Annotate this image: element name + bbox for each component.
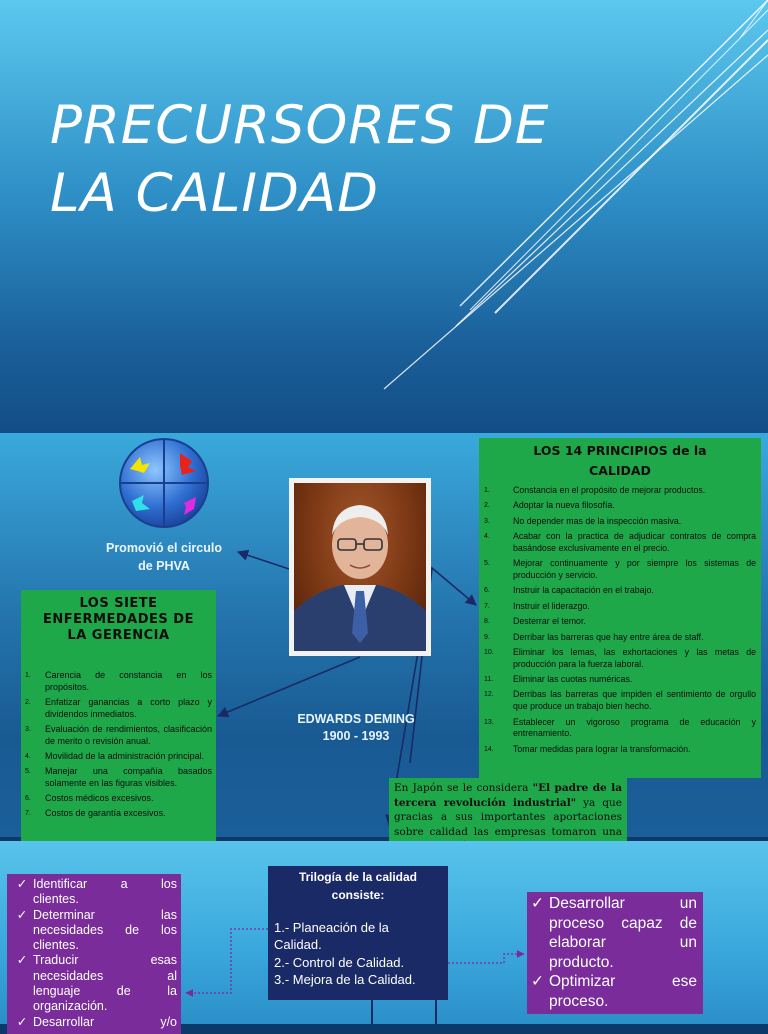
item-text: proceso. xyxy=(549,992,609,1010)
principios-title xyxy=(479,438,761,481)
list-item xyxy=(479,485,756,497)
slide-title xyxy=(50,92,610,228)
phva-caption xyxy=(80,539,248,575)
trilogia-title-line-2: consiste: xyxy=(331,888,385,902)
check-icon xyxy=(531,992,549,1012)
deming-slide xyxy=(0,433,768,837)
item-text: Derribas las barreras que impiden el sentimiento de orgullo que produce un trabajo bien hecho. xyxy=(513,689,756,712)
item-text: producto. xyxy=(549,953,614,971)
portrait-figure xyxy=(294,483,426,651)
list-item xyxy=(479,531,756,554)
list-item xyxy=(21,751,212,763)
item-text: Constancia en el propósito de mejorar productos. xyxy=(513,485,706,495)
item-text: clientes. xyxy=(33,892,79,907)
item-number: 9. xyxy=(484,633,490,641)
check-icon xyxy=(531,933,549,953)
trilogia-item: 2.- Control de Calidad. xyxy=(274,954,405,970)
list-item xyxy=(21,808,212,820)
list-item xyxy=(479,516,756,528)
check-icon xyxy=(11,984,33,999)
item-number: 11. xyxy=(484,676,494,684)
check-icon xyxy=(11,892,33,907)
list-item xyxy=(479,744,756,756)
item-number: 6. xyxy=(25,794,31,802)
list-item xyxy=(531,953,697,973)
check-icon xyxy=(11,938,33,953)
trilogia-title-line-1: Trilogía de la calidad xyxy=(298,870,418,884)
list-item xyxy=(21,670,212,693)
list-item xyxy=(11,908,177,923)
deming-caption xyxy=(286,711,426,745)
check-icon: ✓ xyxy=(16,953,28,968)
identificar-box xyxy=(7,874,181,1034)
list-item xyxy=(11,1015,177,1030)
list-item xyxy=(479,717,756,740)
trilogia-items xyxy=(268,919,448,988)
catorce-principios-box xyxy=(479,438,761,778)
item-number: 14. xyxy=(484,745,494,753)
item-text: clientes. xyxy=(33,938,79,953)
deming-name: EDWARDS DEMING xyxy=(297,712,415,726)
title-slide xyxy=(0,0,768,433)
deming-portrait-icon xyxy=(294,483,426,651)
list-item xyxy=(11,953,177,968)
deming-years: 1900 - 1993 xyxy=(322,729,390,743)
item-text: Acabar con la practica de adjudicar contratos de compra basándose exclusivamente en el precio. xyxy=(513,531,756,553)
check-icon xyxy=(11,999,33,1014)
deming-photo xyxy=(289,478,431,656)
trilogia-item: Calidad. xyxy=(274,937,322,953)
list-item xyxy=(11,984,177,999)
list-item xyxy=(531,992,697,1012)
item-number: 3. xyxy=(484,517,490,525)
japon-text-post: ya que gracias a sus importantes aportaciones sobre calidad las empresas tomaron una xyxy=(394,796,622,838)
check-icon: ✓ xyxy=(531,973,544,990)
list-item xyxy=(21,766,212,789)
check-icon: ✓ xyxy=(16,1014,28,1029)
check-icon: ✓ xyxy=(531,895,544,912)
trilogia-item: 3.- Mejora de la Calidad. xyxy=(274,971,416,987)
item-text: Eliminar los lemas, las exhortaciones y las metas de producción para la fuerza laboral. xyxy=(513,646,756,669)
list-item xyxy=(479,558,756,581)
item-text: Desarrollar y/o xyxy=(33,1014,177,1029)
item-text: Establecer un vigoroso programa de educación y entrenamiento. xyxy=(513,716,756,739)
item-text: Instruir la capacitación en el trabajo. xyxy=(513,585,654,596)
list-item xyxy=(11,877,177,892)
item-text: Costos médicos excesivos. xyxy=(45,792,154,803)
list-item xyxy=(21,697,212,720)
item-text: proceso capaz de xyxy=(549,914,697,932)
check-icon xyxy=(531,914,549,934)
item-text: Manejar una compañía basados solamente en las figuras visibles. xyxy=(45,765,212,788)
item-number: 13. xyxy=(484,718,494,726)
item-number: 7. xyxy=(484,602,490,610)
item-text: Instruir el liderazgo. xyxy=(513,600,590,611)
item-number: 8. xyxy=(484,618,490,626)
list-item xyxy=(11,969,177,984)
item-text: Desarrollar un xyxy=(549,895,697,912)
principios-title-line-2: CALIDAD xyxy=(589,463,651,478)
trilogia-box xyxy=(268,866,448,1000)
item-number: 5. xyxy=(25,767,31,775)
principios-list xyxy=(479,485,761,755)
item-text: elaborar un xyxy=(549,934,697,951)
list-item xyxy=(21,793,212,805)
trilogia-item: 1.- Planeación de la xyxy=(274,920,389,935)
list-item xyxy=(11,938,177,953)
item-text: Adoptar la nueva filosofía. xyxy=(513,500,615,511)
list-item xyxy=(11,999,177,1014)
item-text: Costos de garantía excesivos. xyxy=(45,808,166,819)
phva-caption-line-2: de PHVA xyxy=(138,559,190,573)
siete-enfermedades-box xyxy=(21,590,216,843)
siete-title xyxy=(21,590,216,644)
item-text: Eliminar las cuotas numéricas. xyxy=(513,674,633,685)
trilogia-slide xyxy=(0,841,768,1029)
check-icon xyxy=(531,953,549,973)
list-item xyxy=(531,972,697,992)
principios-title-line-1: LOS 14 PRINCIPIOS de la xyxy=(533,443,707,458)
item-text: Carencia de constancia en los propósitos. xyxy=(45,670,212,692)
item-number: 12. xyxy=(484,691,494,699)
siete-title-line-1: LOS SIETE xyxy=(79,596,158,611)
item-text: Traducir esas xyxy=(33,953,177,968)
item-text: Identificar a los xyxy=(33,877,177,891)
list-item xyxy=(11,923,177,938)
item-text: Enfatizar ganancias a corto plazo y dividendos inmediatos. xyxy=(45,696,212,719)
item-text: organización. xyxy=(33,999,108,1014)
item-number: 2. xyxy=(25,698,31,706)
item-text: Optimizar ese xyxy=(549,973,697,990)
item-number: 1. xyxy=(25,672,31,679)
list-item xyxy=(479,632,756,644)
check-icon: ✓ xyxy=(16,877,28,891)
item-number: 6. xyxy=(484,587,490,595)
item-number: 10. xyxy=(484,648,494,656)
japon-text-bold: "El padre de la tercera revolución industrial" xyxy=(394,782,622,809)
item-number: 2. xyxy=(484,502,490,510)
trilogia-title xyxy=(268,866,448,904)
phva-caption-line-1: Promovió el circulo xyxy=(105,541,222,555)
japon-text-pre: En Japón se le considera xyxy=(394,782,533,794)
siete-list xyxy=(21,670,216,820)
list-item xyxy=(479,689,756,712)
list-item xyxy=(479,647,756,670)
item-text: necesidades de los xyxy=(33,922,177,937)
item-text: Tomar medidas para lograr la transformación. xyxy=(513,743,691,754)
check-icon xyxy=(11,923,33,938)
item-text: Derribar las barreras que hay entre área de staff. xyxy=(513,631,704,642)
list-item xyxy=(479,616,756,628)
item-number: 1. xyxy=(484,487,490,494)
item-text: Mejorar continuamente y por siempre los sistemas de producción y servicio. xyxy=(513,558,756,580)
item-number: 4. xyxy=(25,752,31,760)
list-item xyxy=(531,894,697,914)
item-text: necesidades al xyxy=(33,968,177,983)
item-text: Evaluación de rendimientos, clasificación de merito o revisión anual. xyxy=(45,723,212,746)
siete-title-line-2: ENFERMEDADES DE xyxy=(43,612,194,627)
item-text: No depender mas de la inspección masiva. xyxy=(513,515,682,526)
list-item xyxy=(11,892,177,907)
item-number: 4. xyxy=(484,533,490,541)
item-text: Desterrar el temor. xyxy=(513,616,586,627)
phva-cycle-icon xyxy=(118,437,210,529)
item-number: 3. xyxy=(25,725,31,733)
title-line-1: PRECURSORES DE xyxy=(50,95,550,156)
list-item xyxy=(479,601,756,613)
list-item xyxy=(531,933,697,953)
siete-title-line-3: LA GERENCIA xyxy=(67,628,170,643)
item-number: 5. xyxy=(484,560,490,568)
list-item xyxy=(479,500,756,512)
item-text: Movilidad de la administración principal. xyxy=(45,750,205,761)
item-number: 7. xyxy=(25,810,31,818)
list-item xyxy=(479,585,756,597)
list-item xyxy=(21,724,212,747)
list-item xyxy=(531,914,697,934)
check-icon: ✓ xyxy=(16,907,28,922)
item-text: lenguaje de la xyxy=(33,984,177,999)
item-text: Determinar las xyxy=(33,907,177,922)
check-icon xyxy=(11,969,33,984)
list-item xyxy=(479,674,756,686)
title-line-2: LA CALIDAD xyxy=(50,163,379,224)
desarrollar-box xyxy=(527,892,703,1014)
